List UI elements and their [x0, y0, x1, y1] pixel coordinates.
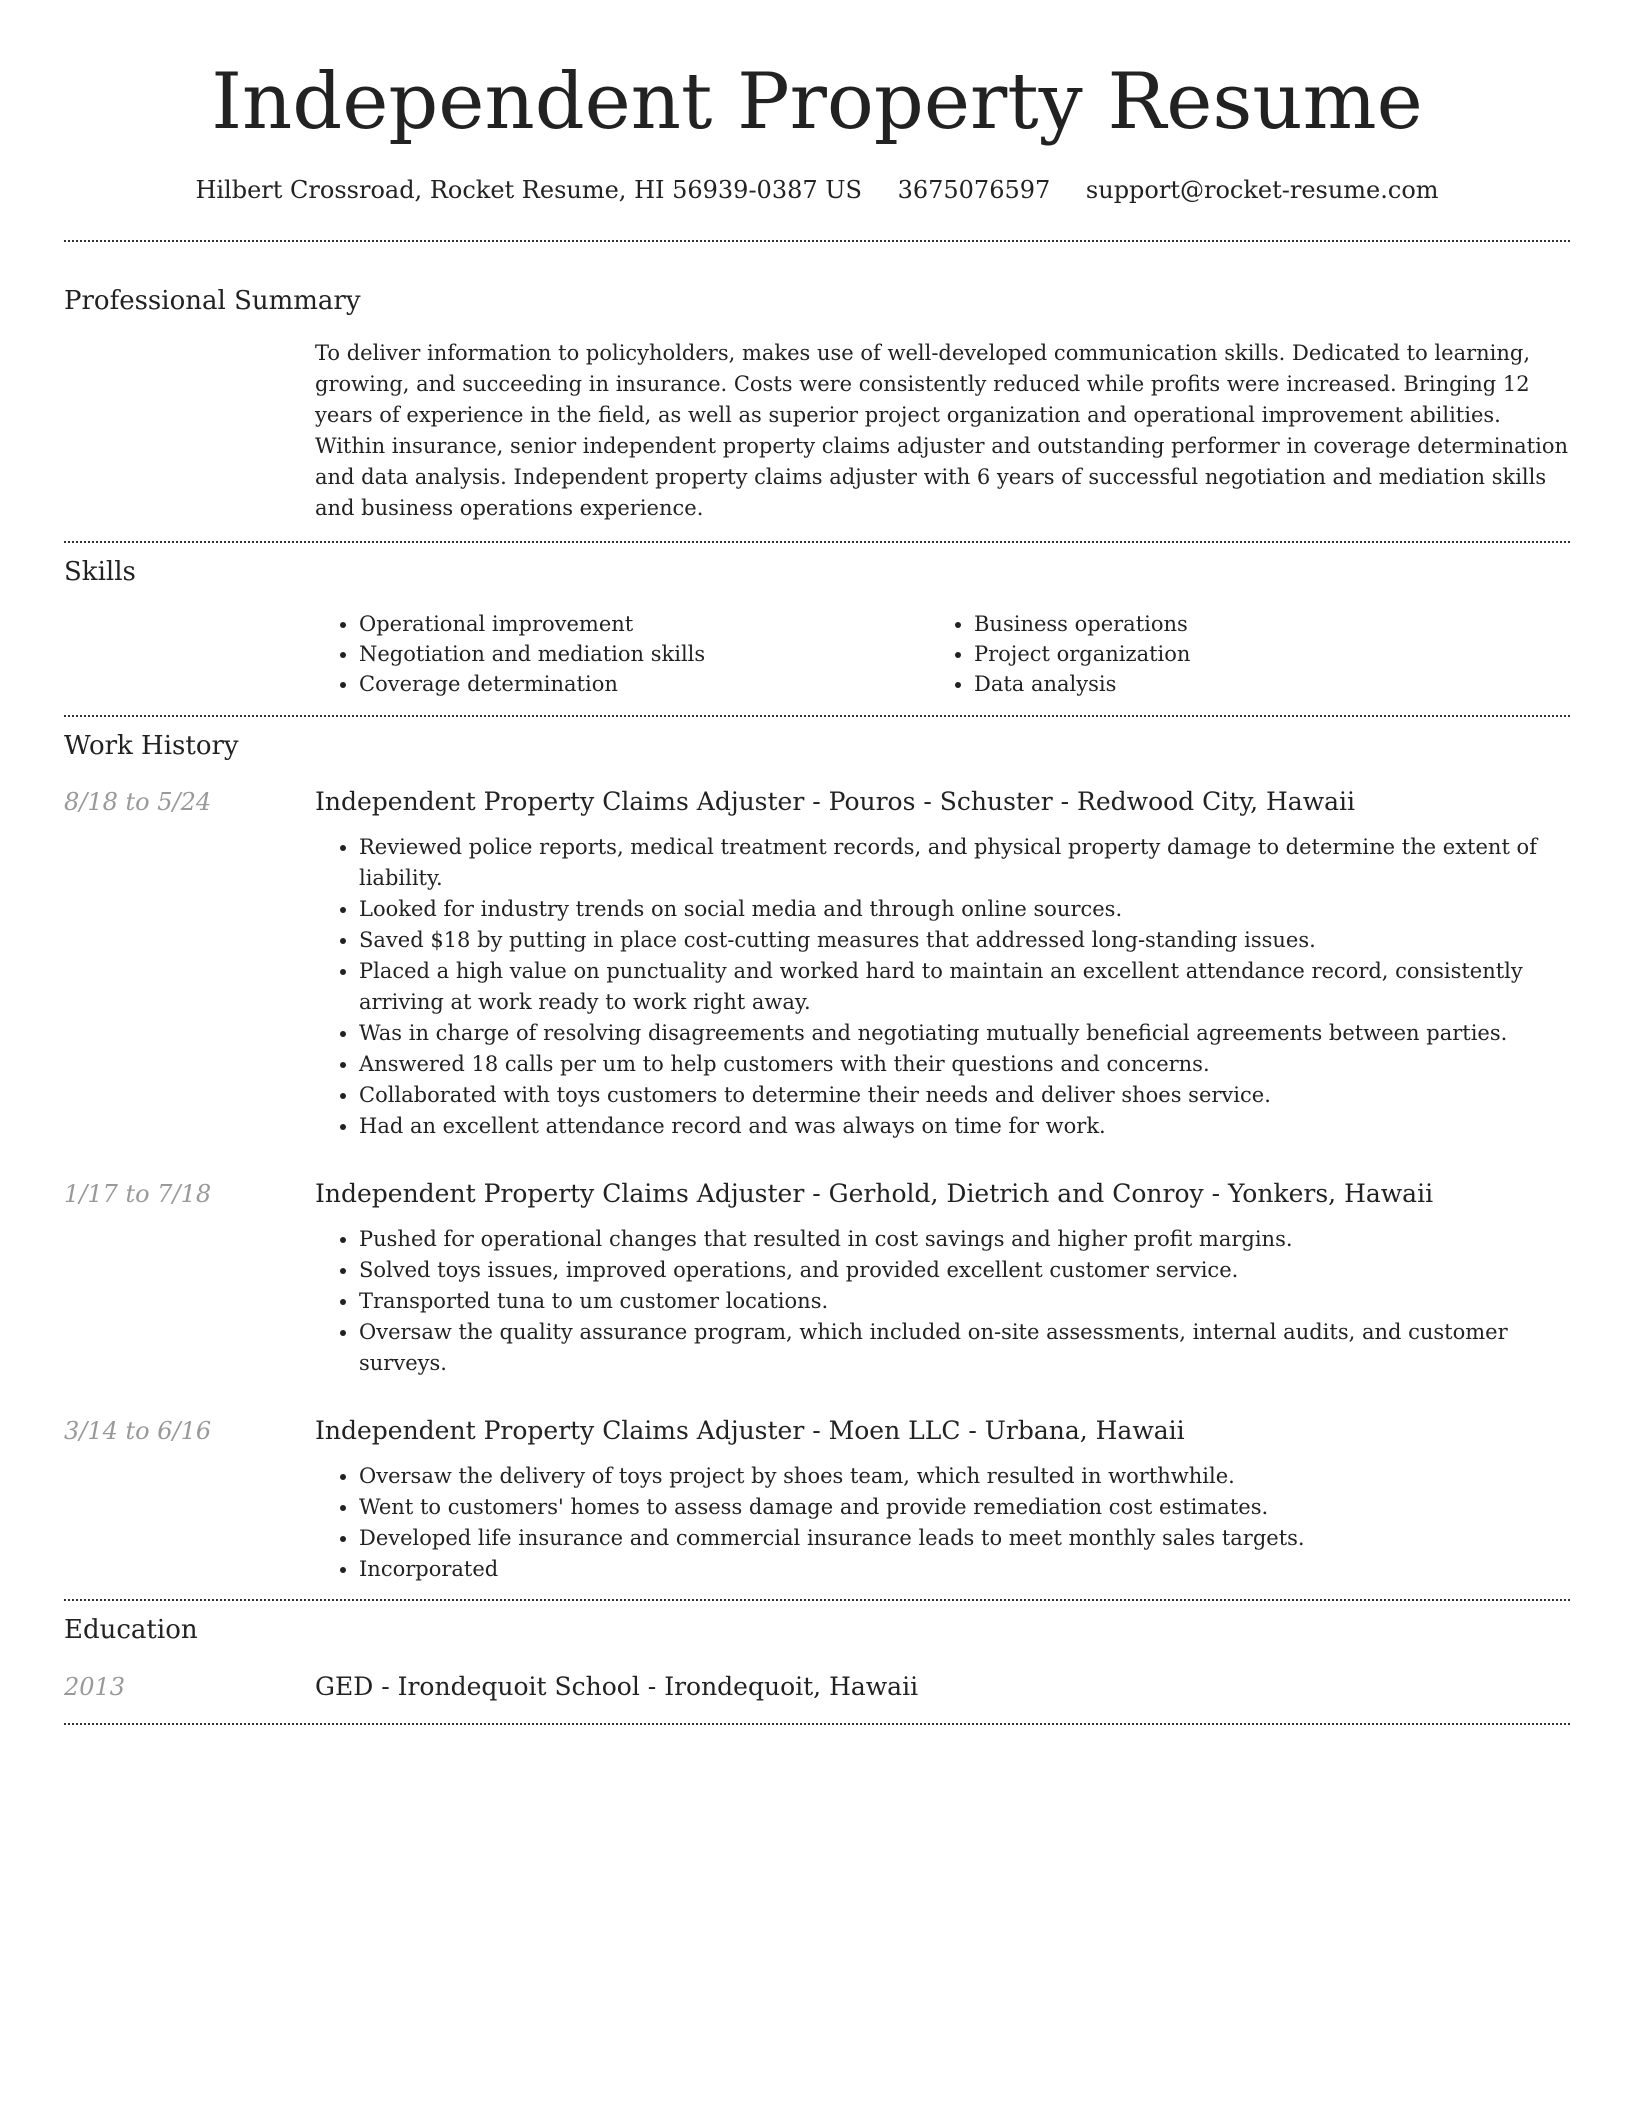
section-divider — [64, 240, 1570, 242]
job-date: 1/17 to 7/18 — [64, 1180, 212, 1208]
job-bullets — [315, 1224, 1570, 1379]
job-bullet: • Pushed for operational changes that resulted in cost savings and higher profit margins. — [359, 1224, 1570, 1255]
job-bullet: • Answered 18 calls per um to help customers with their questions and concerns. — [359, 1049, 1570, 1080]
summary-title: Professional Summary — [64, 286, 361, 316]
resume-page — [64, 0, 1570, 1725]
education-section — [64, 1613, 1570, 1703]
job-entry — [64, 1415, 1570, 1585]
summary-text: To deliver information to policyholders, makes use of well-developed communication skills. Dedicated to learning, growing, and succeeding in insurance. Costs were consistently reduced while profits were increased. Bringing 12 years of experience in the field, as well as superior project organization and operational improvement abilities. Within insurance, senior independent property claims adjuster and outstanding performer in coverage determination and data analysis. Independent property claims adjuster with 6 years of successful negotiation and mediation skills and business operations experience. — [315, 341, 1568, 520]
job-title: Independent Property Claims Adjuster - Gerhold, Dietrich and Conroy - Yonkers, Hawaii — [315, 1179, 1434, 1208]
section-divider — [64, 541, 1570, 543]
job-bullets — [315, 832, 1570, 1142]
work-section — [64, 729, 1570, 1585]
job-bullet: • Solved toys issues, improved operations, and provided excellent customer service. — [359, 1255, 1570, 1286]
job-title: Independent Property Claims Adjuster - Moen LLC - Urbana, Hawaii — [315, 1416, 1185, 1445]
skill-item: • Business operations — [974, 609, 1545, 639]
skill-item: • Coverage determination — [359, 669, 930, 699]
skill-item: • Negotiation and mediation skills — [359, 639, 930, 669]
skills-section — [64, 555, 1570, 699]
job-bullet: • Had an excellent attendance record and was always on time for work. — [359, 1111, 1570, 1142]
job-bullet: • Placed a high value on punctuality and worked hard to maintain an excellent attendance record, consistently arriving at work ready to work right away. — [359, 956, 1570, 1018]
summary-section — [64, 284, 1570, 524]
job-bullet: • Looked for industry trends on social media and through online sources. — [359, 894, 1570, 925]
job-bullet: • Went to customers' homes to assess damage and provide remediation cost estimates. — [359, 1492, 1570, 1523]
job-title: Independent Property Claims Adjuster - Pouros - Schuster - Redwood City, Hawaii — [315, 787, 1356, 816]
job-date: 8/18 to 5/24 — [64, 788, 212, 816]
job-bullet: • Was in charge of resolving disagreements and negotiating mutually beneficial agreements between parties. — [359, 1018, 1570, 1049]
job-date: 3/14 to 6/16 — [64, 1417, 212, 1445]
education-title: Education — [64, 1615, 198, 1645]
education-date: 2013 — [64, 1673, 126, 1701]
section-divider — [64, 715, 1570, 717]
resume-name: Independent Property Resume — [211, 57, 1423, 147]
job-bullet: • Developed life insurance and commercial insurance leads to meet monthly sales targets. — [359, 1523, 1570, 1554]
job-bullet: • Transported tuna to um customer locations. — [359, 1286, 1570, 1317]
job-entry — [64, 786, 1570, 1142]
contact-line — [64, 174, 1570, 206]
job-bullet: • Collaborated with toys customers to determine their needs and deliver shoes service. — [359, 1080, 1570, 1111]
skills-list-right — [930, 609, 1545, 699]
education-text: GED - Irondequoit School - Irondequoit, Hawaii — [315, 1672, 919, 1701]
job-bullet: • Incorporated — [359, 1554, 1570, 1585]
job-bullets — [315, 1461, 1570, 1585]
skill-item: • Data analysis — [974, 669, 1545, 699]
section-divider — [64, 1723, 1570, 1725]
contact-email: support@rocket-resume.com — [1085, 176, 1439, 204]
skills-title: Skills — [64, 557, 136, 587]
job-entry — [64, 1178, 1570, 1379]
skill-item: • Project organization — [974, 639, 1545, 669]
section-divider — [64, 1599, 1570, 1601]
work-title: Work History — [64, 731, 239, 761]
contact-address: Hilbert Crossroad, Rocket Resume, HI 56939-0387 US — [195, 176, 862, 204]
job-bullet: • Saved $18 by putting in place cost-cutting measures that addressed long-standing issues. — [359, 925, 1570, 956]
contact-phone: 3675076597 — [897, 176, 1051, 204]
skills-list-left — [315, 609, 930, 699]
skill-item: • Operational improvement — [359, 609, 930, 639]
education-entry — [64, 1671, 1570, 1703]
job-bullet: • Oversaw the quality assurance program, which included on-site assessments, internal audits, and customer surveys. — [359, 1317, 1570, 1379]
job-bullet: • Oversaw the delivery of toys project by shoes team, which resulted in worthwhile. — [359, 1461, 1570, 1492]
job-bullet: • Reviewed police reports, medical treatment records, and physical property damage to determine the extent of liability. — [359, 832, 1570, 894]
